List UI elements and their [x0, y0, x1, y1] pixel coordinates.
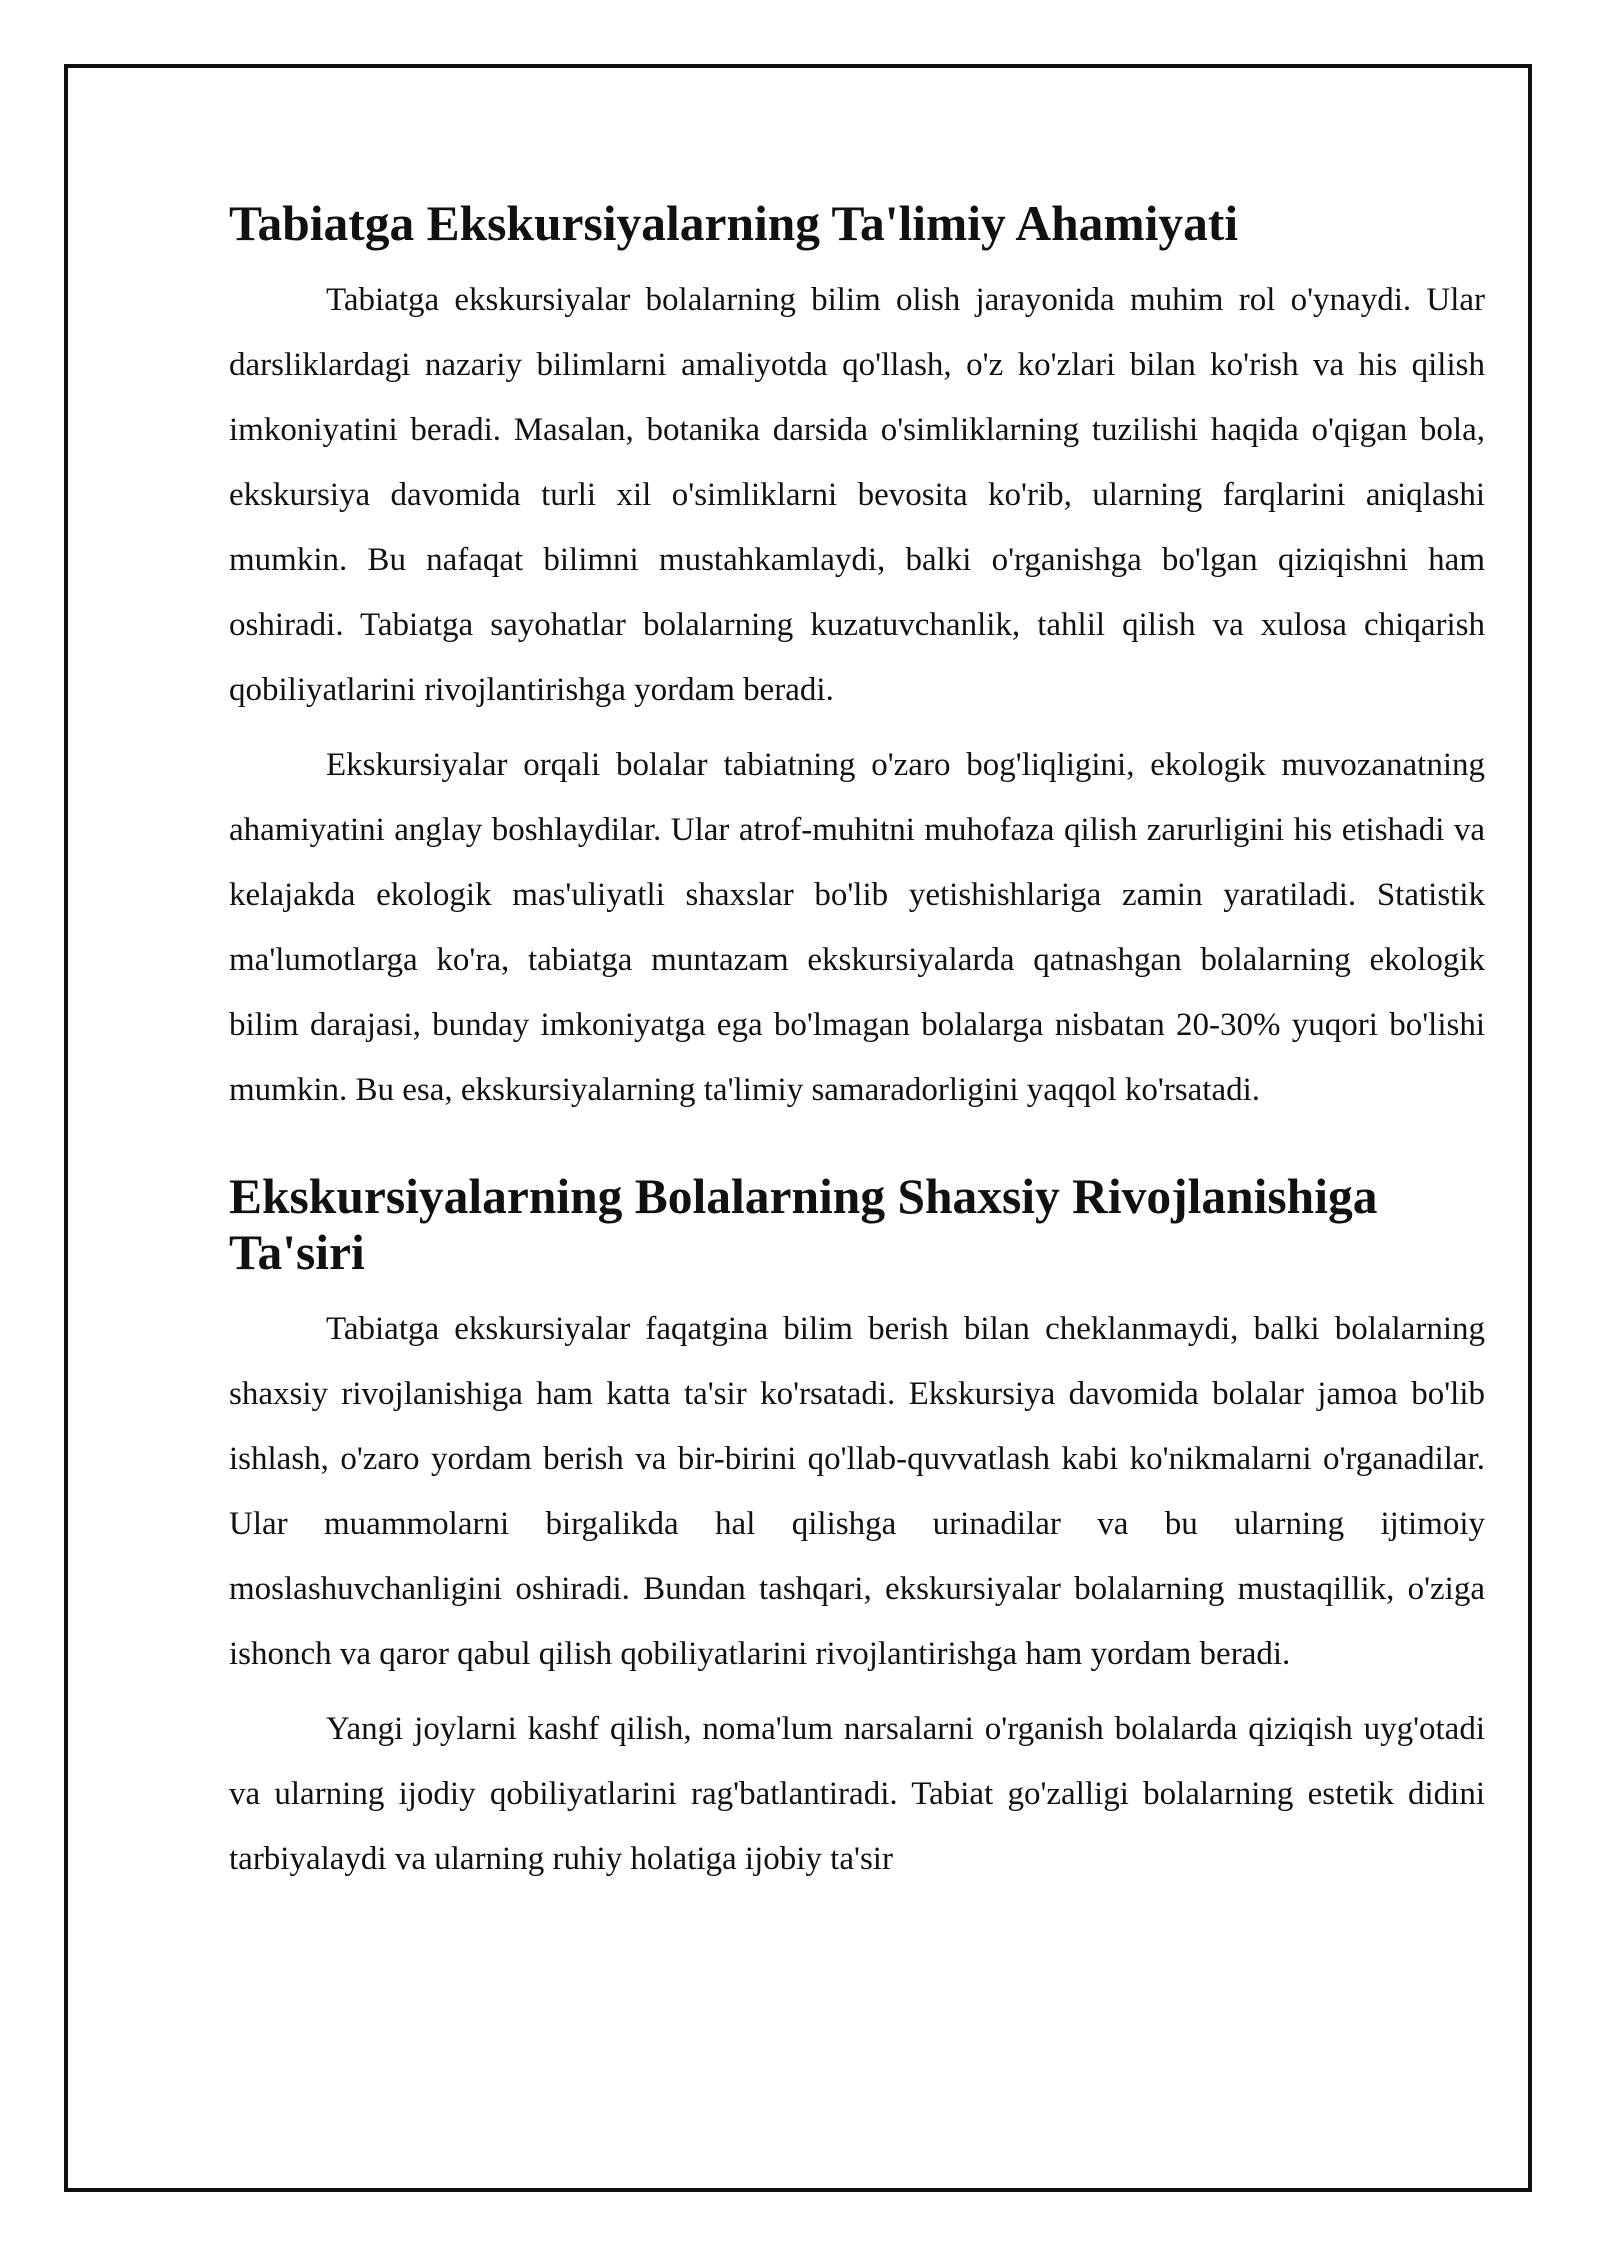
section-heading: Tabiatga Ekskursiyalarning Ta'limiy Ahamiyati — [229, 196, 1239, 251]
section-heading: Ekskursiyalarning Bolalarning Shaxsiy Rivojlanishiga Ta'siri — [229, 1169, 1378, 1280]
section-educational-importance — [229, 196, 1485, 1123]
paragraph: Yangi joylarni kashf qilish, noma'lum narsalarni o'rganish bolalarda qiziqish uyg'otadi va ularning ijodiy qobiliyatlarini rag'batlantiradi. Tabiat go'zalligi bolalarning estetik didini tarbiyalaydi va ularning ruhiy holatiga ijobiy ta'sir — [229, 1711, 1485, 1877]
document-body — [229, 196, 1485, 1892]
section-personal-development — [229, 1169, 1485, 1892]
paragraph: Ekskursiyalar orqali bolalar tabiatning o'zaro bog'liqligini, ekologik muvozanatning ahamiyatini anglay boshlaydilar. Ular atrof-muhitni muhofaza qilish zarurligini his etishadi va kelajakda ekologik mas'uliyatli shaxslar bo'lib yetishishlariga zamin yaratiladi. Statistik ma'lumotlarga ko'ra, tabiatga muntazam ekskursiyalarda qatnashgan bolalarning ekologik bilim darajasi, bunday imkoniyatga ega bo'lmagan bolalarga nisbatan 20-30% yuqori bo'lishi mumkin. Bu esa, ekskursiyalarning ta'limiy samaradorligini yaqqol ko'rsatadi. — [229, 747, 1485, 1108]
paragraph: Tabiatga ekskursiyalar faqatgina bilim berish bilan cheklanmaydi, balki bolalarning shaxsiy rivojlanishiga ham katta ta'sir ko'rsatadi. Ekskursiya davomida bolalar jamoa bo'lib ishlash, o'zaro yordam berish va bir-birini qo'llab-quvvatlash kabi ko'nikmalarni o'rganadilar. Ular muammolarni birgalikda hal qilishga urinadilar va bu ularning ijtimoiy moslashuvchanligini oshiradi. Bundan tashqari, ekskursiyalar bolalarning mustaqillik, o'ziga ishonch va qaror qabul qilish qobiliyatlarini rivojlantirishga ham yordam beradi. — [229, 1311, 1485, 1672]
paragraph: Tabiatga ekskursiyalar bolalarning bilim olish jarayonida muhim rol o'ynaydi. Ular darsliklardagi nazariy bilimlarni amaliyotda qo'llash, o'z ko'zlari bilan ko'rish va his qilish imkoniyatini beradi. Masalan, botanika darsida o'simliklarning tuzilishi haqida o'qigan bola, ekskursiya davomida turli xil o'simliklarni bevosita ko'rib, ularning farqlarini aniqlashi mumkin. Bu nafaqat bilimni mustahkamlaydi, balki o'rganishga bo'lgan qiziqishni ham oshiradi. Tabiatga sayohatlar bolalarning kuzatuvchanlik, tahlil qilish va xulosa chiqarish qobiliyatlarini rivojlantirishga yordam beradi. — [229, 282, 1485, 708]
